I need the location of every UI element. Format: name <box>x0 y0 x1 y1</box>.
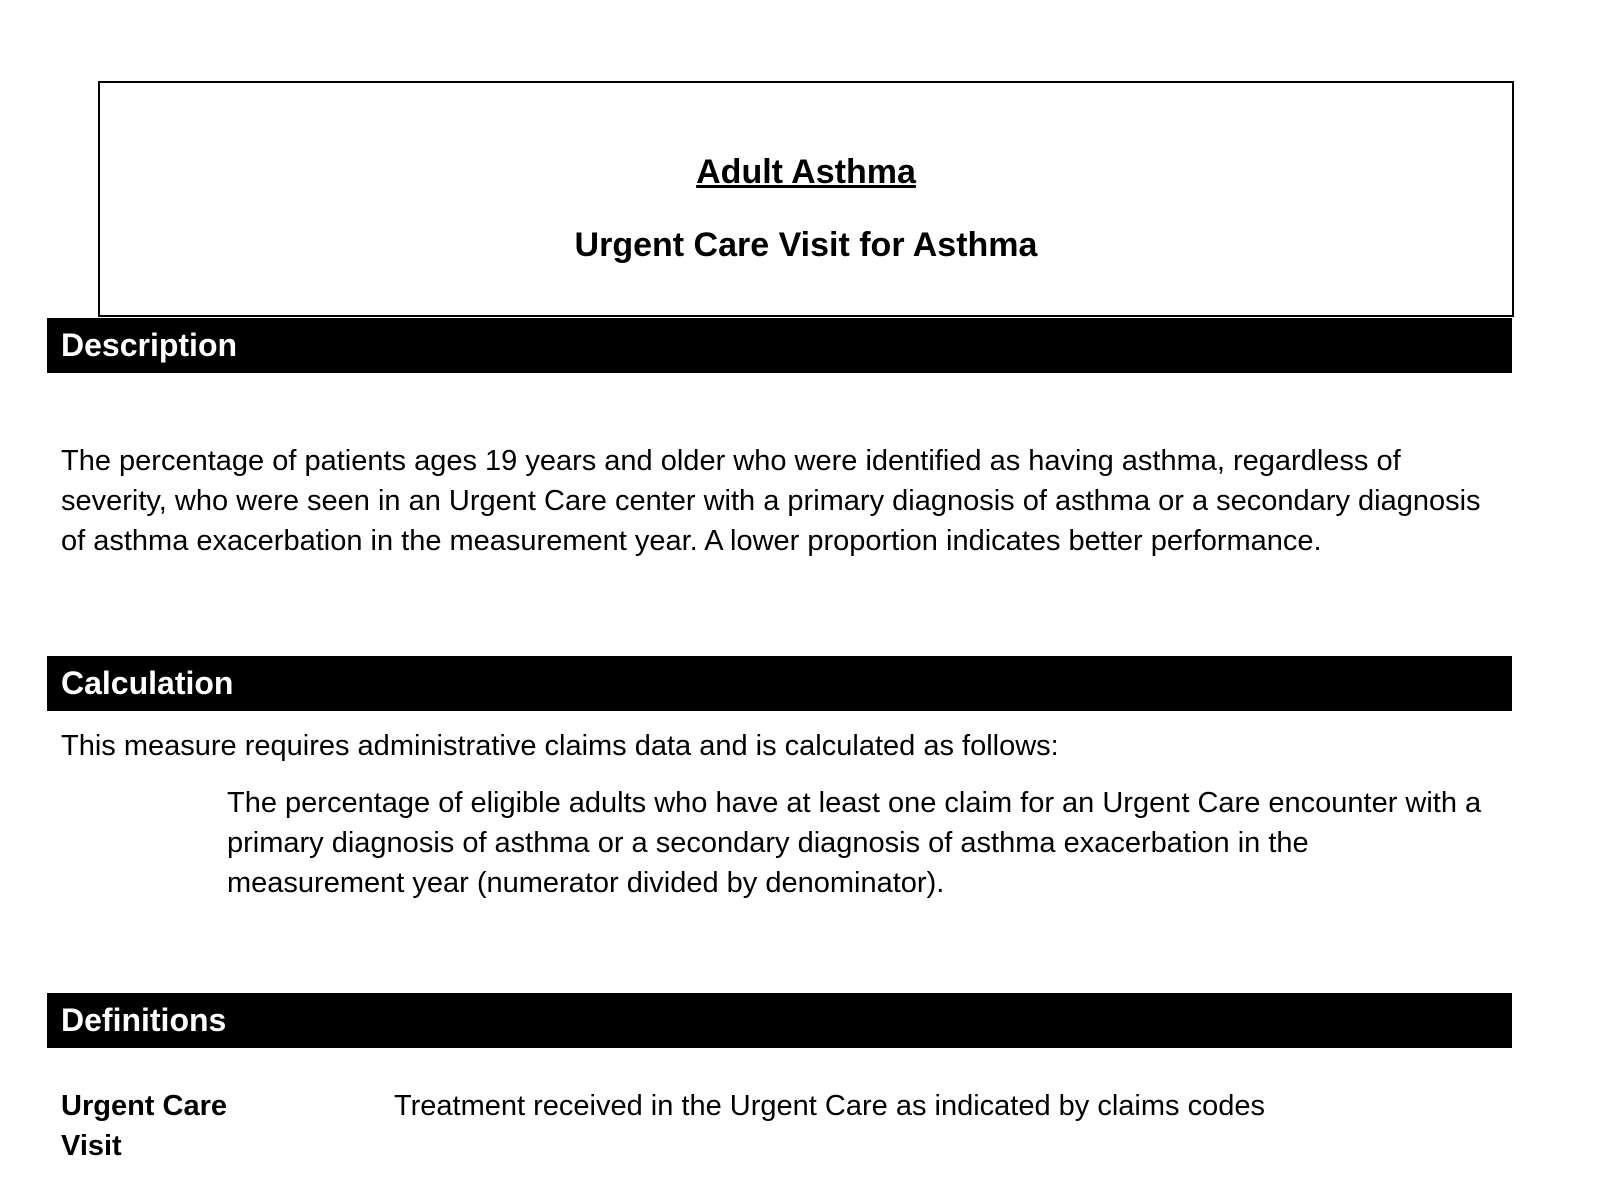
page-title: Adult Asthma <box>696 153 916 191</box>
description-text: The percentage of patients ages 19 years and older who were identified as having asthma, regardless of severity, who were seen in an Urgent Care center with a primary diagnosis of asthma or a secondary diagnosis of asthma exacerbation in the measurement year. A lower proportion indicates better performance. <box>61 445 1481 557</box>
calculation-heading: Calculation <box>47 656 1512 711</box>
description-heading: Description <box>47 318 1512 373</box>
page-subtitle: Urgent Care Visit for Asthma <box>574 226 1038 264</box>
title-box <box>98 81 1514 317</box>
definitions-heading: Definitions <box>47 993 1512 1048</box>
definition-text: Treatment received in the Urgent Care as indicated by claims codes <box>394 1090 1265 1122</box>
calculation-formula: The percentage of eligible adults who have at least one claim for an Urgent Care encounter with a primary diagnosis of asthma or a secondary diagnosis of asthma exacerbation in the measurement year (numerator divided by denominator). <box>227 787 1482 899</box>
calculation-intro: This measure requires administrative claims data and is calculated as follows: <box>61 730 1059 762</box>
definition-term: Urgent Care Visit <box>61 1090 227 1162</box>
